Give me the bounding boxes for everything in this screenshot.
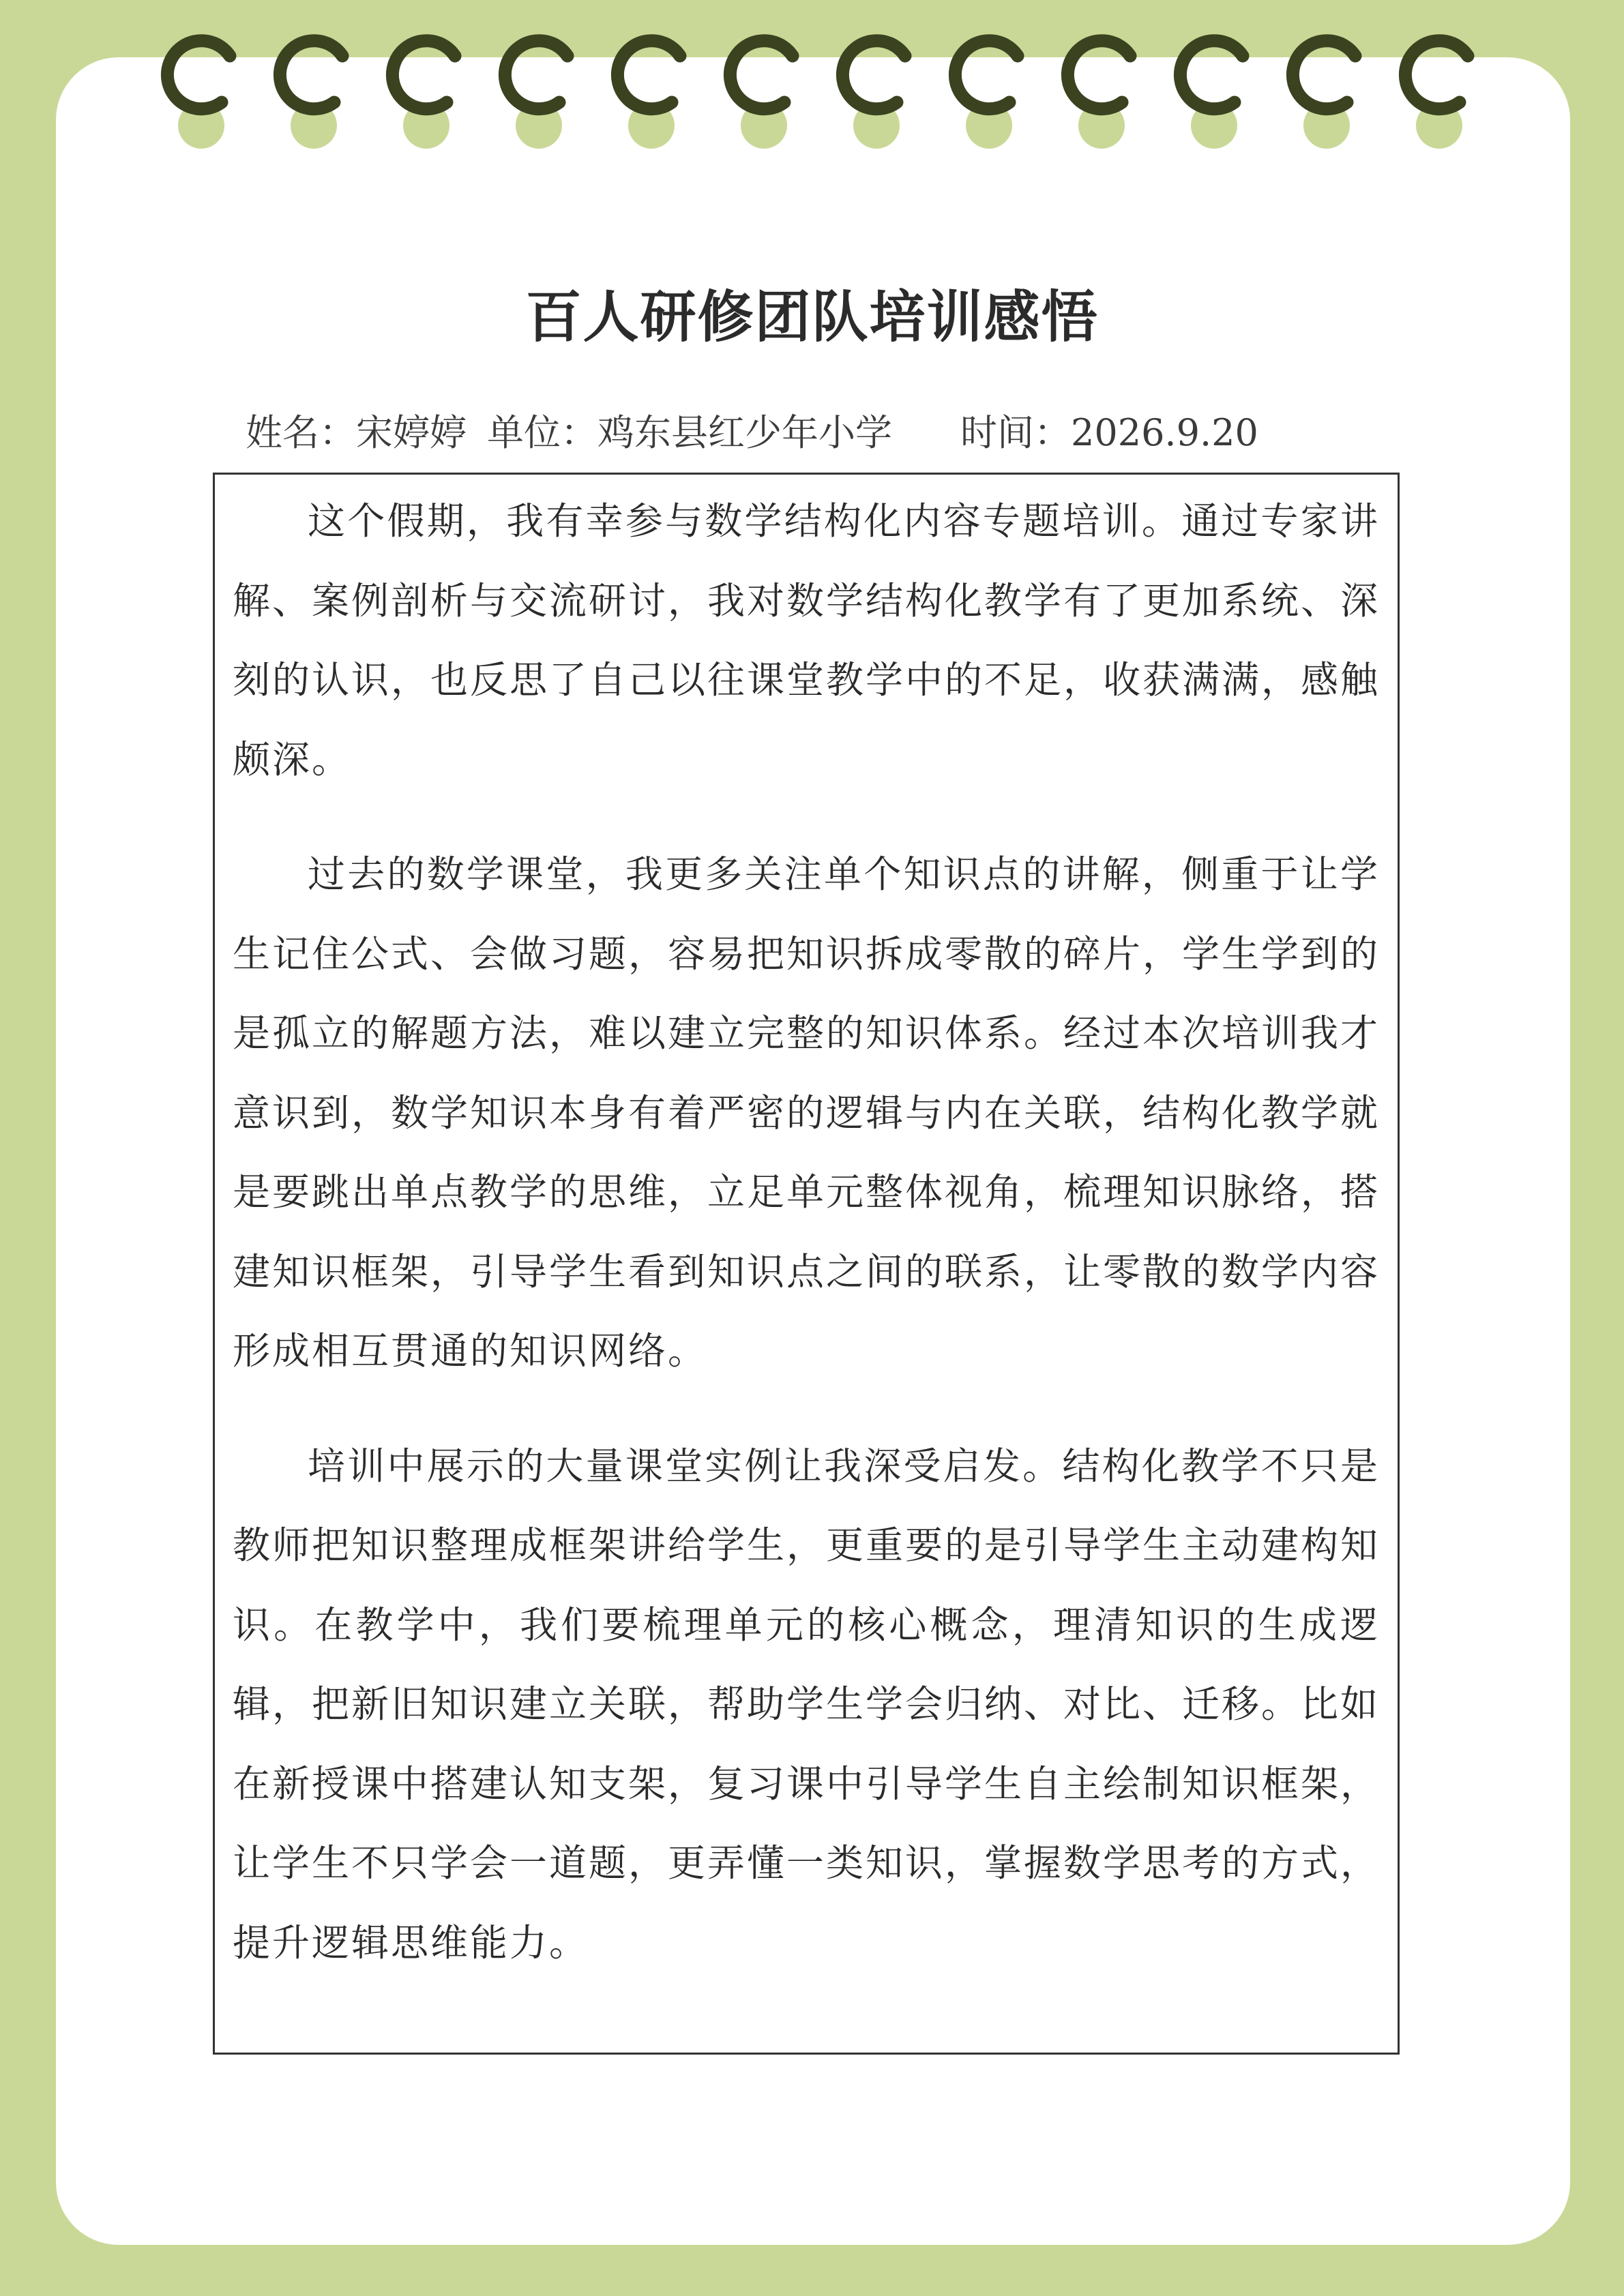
binder-ring-icon xyxy=(1054,29,1145,120)
author-unit: 单位：鸡东县红少年小学 xyxy=(487,411,892,454)
binder-ring-icon xyxy=(829,29,920,120)
date-text: 时间：2026.9.20 xyxy=(960,411,1258,454)
essay-paragraph: 过去的数学课堂，我更多关注单个知识点的讲解，侧重于让学生记住公式、会做习题，容易把知识拆成零散的碎片，学生学到的是孤立的解题方法，难以建立完整的知识体系。经过本次培训我才意识到，数学知识本身有着严密的逻辑与内在关联，结构化教学就是要跳出单点教学的思维，立足单元整体视角，梳理知识脉络，搭建知识框架，引导学生看到知识点之间的联系，让零散的数学内容形成相互贯通的知识网络。 xyxy=(233,852,1381,1373)
binder-ring-icon xyxy=(491,29,582,120)
binder-ring-icon xyxy=(1166,29,1258,120)
essay-body-box xyxy=(213,473,1400,2055)
binder-ring-icon xyxy=(379,29,470,120)
essay-paragraph: 培训中展示的大量课堂实例让我深受启发。结构化教学不只是教师把知识整理成框架讲给学生，更重要的是引导学生主动建构知识。在教学中，我们要梳理单元的核心概念，理清知识的生成逻辑，把新旧知识建立关联，帮助学生学会归纳、对比、迁移。比如在新授课中搭建认知支架，复习课中引导学生自主绘制知识框架，让学生不只学会一道题，更弄懂一类知识，掌握数学思考的方式，提升逻辑思维能力。 xyxy=(233,1444,1381,1965)
binder-ring-icon xyxy=(716,29,808,120)
binder-ring-icon xyxy=(1391,29,1483,120)
binder-ring-icon xyxy=(153,29,245,120)
binder-ring-icon xyxy=(266,29,357,120)
author-name: 姓名：宋婷婷 xyxy=(246,411,467,454)
author-info-line xyxy=(246,404,1391,456)
page-title: 百人研修团队培训感悟 xyxy=(525,284,1099,350)
binder-ring-icon xyxy=(1279,29,1370,120)
essay-paragraph: 这个假期，我有幸参与数学结构化内容专题培训。通过专家讲解、案例剖析与交流研讨，我对数学结构化教学有了更加系统、深刻的认识，也反思了自己以往课堂教学中的不足，收获满满，感触颇深。 xyxy=(233,499,1381,781)
binder-rings xyxy=(0,0,1624,164)
binder-ring-icon xyxy=(604,29,695,120)
binder-ring-icon xyxy=(941,29,1033,120)
